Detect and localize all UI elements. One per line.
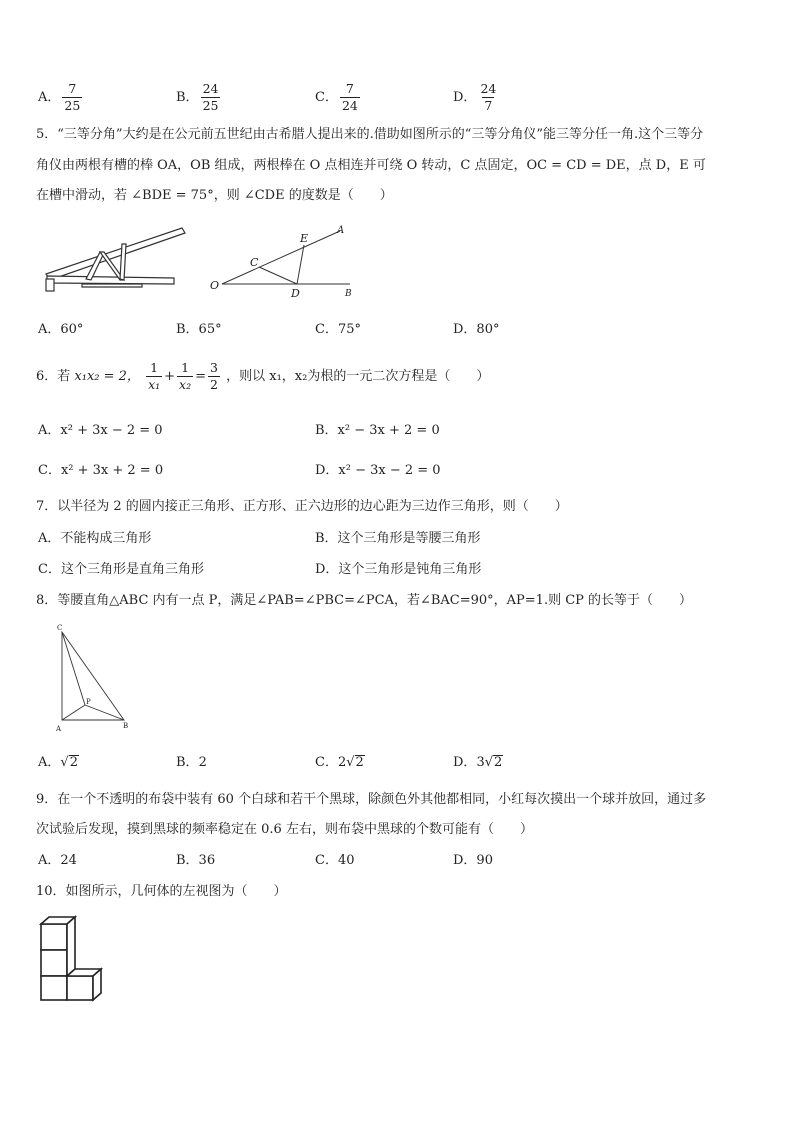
q8-option-b-label: B． bbox=[176, 755, 199, 770]
q5-label-e: E bbox=[300, 232, 309, 245]
q10-cube-top-front bbox=[41, 924, 67, 950]
q8-option-a-radicand: 2 bbox=[69, 755, 78, 770]
q4-d-num: 24 bbox=[480, 81, 497, 96]
q4-b-num: 24 bbox=[202, 81, 219, 96]
q5-stem-line1: 5．“三等分角”大约是在公元前五世纪由古希腊人提出来的.借助如图所示的“三等分角仪”能三等分任一角.这个三等分 bbox=[36, 127, 704, 142]
q8-option-c[interactable]: C．2√2 bbox=[315, 755, 364, 770]
q10-column-side-face bbox=[67, 917, 75, 976]
q5-device-slider bbox=[82, 284, 142, 287]
q5-label-o: O bbox=[210, 279, 220, 292]
q6-fraction-3 bbox=[208, 361, 220, 392]
q4-a-den: 25 bbox=[64, 98, 81, 113]
q6-frac1-den: x₁ bbox=[148, 377, 161, 392]
q6-option-a[interactable]: A．x² + 3x − 2 = 0 bbox=[38, 423, 163, 438]
q6-prefix: 6．若 bbox=[36, 369, 71, 384]
q5-ray-oa bbox=[222, 231, 340, 284]
q5-label-b: B bbox=[345, 289, 352, 299]
q8-label-b: B bbox=[123, 722, 129, 730]
q7-option-a[interactable]: A．不能构成三角形 bbox=[38, 531, 152, 546]
q5-option-d[interactable]: D．80° bbox=[453, 322, 500, 337]
q4-d-den: 7 bbox=[484, 98, 493, 113]
q9-stem-line1: 9．在一个不透明的布袋中装有 60 个白球和若干个黑球，除颜色外其他都相同，小红每次摸出一个球并放回，通过多 bbox=[36, 792, 707, 807]
q6-stem bbox=[36, 360, 489, 394]
q4-option-b-fraction bbox=[201, 82, 221, 113]
q4-option-c-fraction bbox=[340, 82, 360, 113]
q8-option-a[interactable]: A．√2 bbox=[38, 755, 78, 770]
q5-option-b[interactable]: B．65° bbox=[176, 322, 222, 337]
q8-option-c-label: C． bbox=[315, 755, 338, 770]
q8-option-d-label: D． bbox=[453, 755, 477, 770]
q4-a-num: 7 bbox=[68, 81, 77, 96]
q8-option-c-coef: 2 bbox=[337, 755, 347, 770]
q8-option-a-label: A． bbox=[38, 755, 61, 770]
q5-segment-cd bbox=[259, 267, 297, 284]
q5-stem-line2: 角仪由两根有槽的棒 OA，OB 组成，两根棒在 O 点相连并可绕 O 转动，C 点固定，OC = CD = DE，点 D，E 可 bbox=[36, 158, 706, 173]
q4-option-a-label: A． bbox=[38, 90, 61, 105]
q6-frac3-num: 3 bbox=[210, 360, 218, 375]
q8-triangle-abc bbox=[62, 632, 124, 720]
q8-segment-pb bbox=[85, 705, 124, 720]
q8-triangle-figure bbox=[50, 620, 140, 738]
q10-cube-bottom-left-front bbox=[41, 976, 67, 1000]
q10-stem: 10．如图所示，几何体的左视图为（ ） bbox=[36, 884, 287, 899]
q6-equals: = bbox=[195, 369, 207, 384]
q5-stem-line3: 在槽中滑动，若 ∠BDE = 75°，则 ∠CDE 的度数是（ ） bbox=[36, 188, 393, 203]
q4-option-d-fraction bbox=[478, 82, 498, 113]
q10-cube-solid-figure bbox=[38, 914, 106, 1004]
q4-option-a-fraction bbox=[62, 82, 82, 113]
q6-plus: + bbox=[164, 369, 176, 384]
q8-stem: 8．等腰直角△ABC 内有一点 P，满足∠PAB=∠PBC=∠PCA，若∠BAC=90°，AP=1.则 CP 的长等于（ ） bbox=[36, 593, 693, 608]
q4-option-b[interactable] bbox=[176, 82, 222, 113]
q8-segment-pc bbox=[62, 632, 85, 705]
q8-option-c-radicand: 2 bbox=[355, 755, 364, 770]
q4-option-c[interactable] bbox=[315, 82, 362, 113]
q9-option-d[interactable]: D．90 bbox=[453, 853, 493, 868]
q5-label-d: D bbox=[291, 287, 300, 300]
q8-label-c: C bbox=[57, 624, 63, 632]
q6-fraction-2 bbox=[177, 361, 193, 392]
q7-option-d[interactable]: D．这个三角形是钝角三角形 bbox=[315, 562, 482, 577]
q5-device-base-block bbox=[46, 279, 54, 291]
q6-condition-product: x₁x₂ = 2， bbox=[74, 369, 140, 384]
q8-label-a: A bbox=[56, 725, 62, 733]
q4-b-den: 25 bbox=[202, 98, 219, 113]
q9-stem-line2: 次试验后发现，摸到黑球的频率稳定在 0.6 左右，则布袋中黑球的个数可能有（ ） bbox=[36, 822, 533, 837]
q7-option-b[interactable]: B．这个三角形是等腰三角形 bbox=[315, 531, 481, 546]
q5-geometry-figure bbox=[205, 222, 365, 300]
q6-option-c[interactable]: C．x² + 3x + 2 = 0 bbox=[38, 463, 164, 478]
q4-option-a[interactable] bbox=[38, 82, 84, 113]
q5-label-c: C bbox=[250, 256, 259, 269]
q4-option-b-label: B． bbox=[176, 90, 199, 105]
q6-frac3-den: 2 bbox=[210, 377, 218, 392]
q5-device-lower-rod bbox=[47, 276, 174, 284]
q4-option-d-label: D． bbox=[453, 90, 477, 105]
q8-option-d[interactable]: D．3√2 bbox=[453, 755, 503, 770]
q6-option-d[interactable]: D．x² − 3x − 2 = 0 bbox=[315, 463, 441, 478]
q9-option-a[interactable]: A．24 bbox=[38, 853, 77, 868]
q8-segment-ap bbox=[62, 705, 85, 720]
q5-trisector-device-figure bbox=[42, 222, 188, 294]
q6-frac2-num: 1 bbox=[181, 360, 190, 375]
q5-label-a: A bbox=[337, 225, 345, 236]
q8-option-d-coef: 3 bbox=[476, 755, 485, 770]
q6-fraction-1 bbox=[146, 361, 162, 392]
q7-stem: 7．以半径为 2 的圆内接正三角形、正方形、正六边形的边心距为三边作三角形，则（ ） bbox=[36, 499, 568, 514]
q9-option-c[interactable]: C．40 bbox=[315, 853, 355, 868]
q9-option-b[interactable]: B．36 bbox=[176, 853, 216, 868]
q4-c-den: 24 bbox=[341, 98, 358, 113]
q8-option-d-radicand: 2 bbox=[494, 755, 503, 770]
q6-option-b[interactable]: B．x² − 3x + 2 = 0 bbox=[315, 423, 440, 438]
q7-option-c[interactable]: C．这个三角形是直角三角形 bbox=[38, 562, 204, 577]
q6-frac1-num: 1 bbox=[150, 360, 159, 375]
q4-option-c-label: C． bbox=[315, 90, 338, 105]
q4-option-d[interactable] bbox=[453, 82, 500, 113]
q10-cube-mid-front bbox=[41, 950, 67, 976]
q6-suffix: ，则以 x₁，x₂为根的一元二次方程是（ ） bbox=[226, 369, 490, 384]
q8-option-b[interactable] bbox=[176, 754, 207, 772]
q6-frac2-den: x₂ bbox=[179, 377, 192, 392]
q4-c-num: 7 bbox=[345, 81, 354, 96]
q8-label-p: P bbox=[86, 698, 91, 706]
q10-cube-bottom-right-front bbox=[67, 976, 93, 1000]
q5-option-a[interactable]: A．60° bbox=[38, 322, 84, 337]
q8-option-b-coef: 2 bbox=[198, 755, 207, 770]
q5-option-c[interactable]: C．75° bbox=[315, 322, 361, 337]
q5-segment-de bbox=[297, 245, 304, 284]
